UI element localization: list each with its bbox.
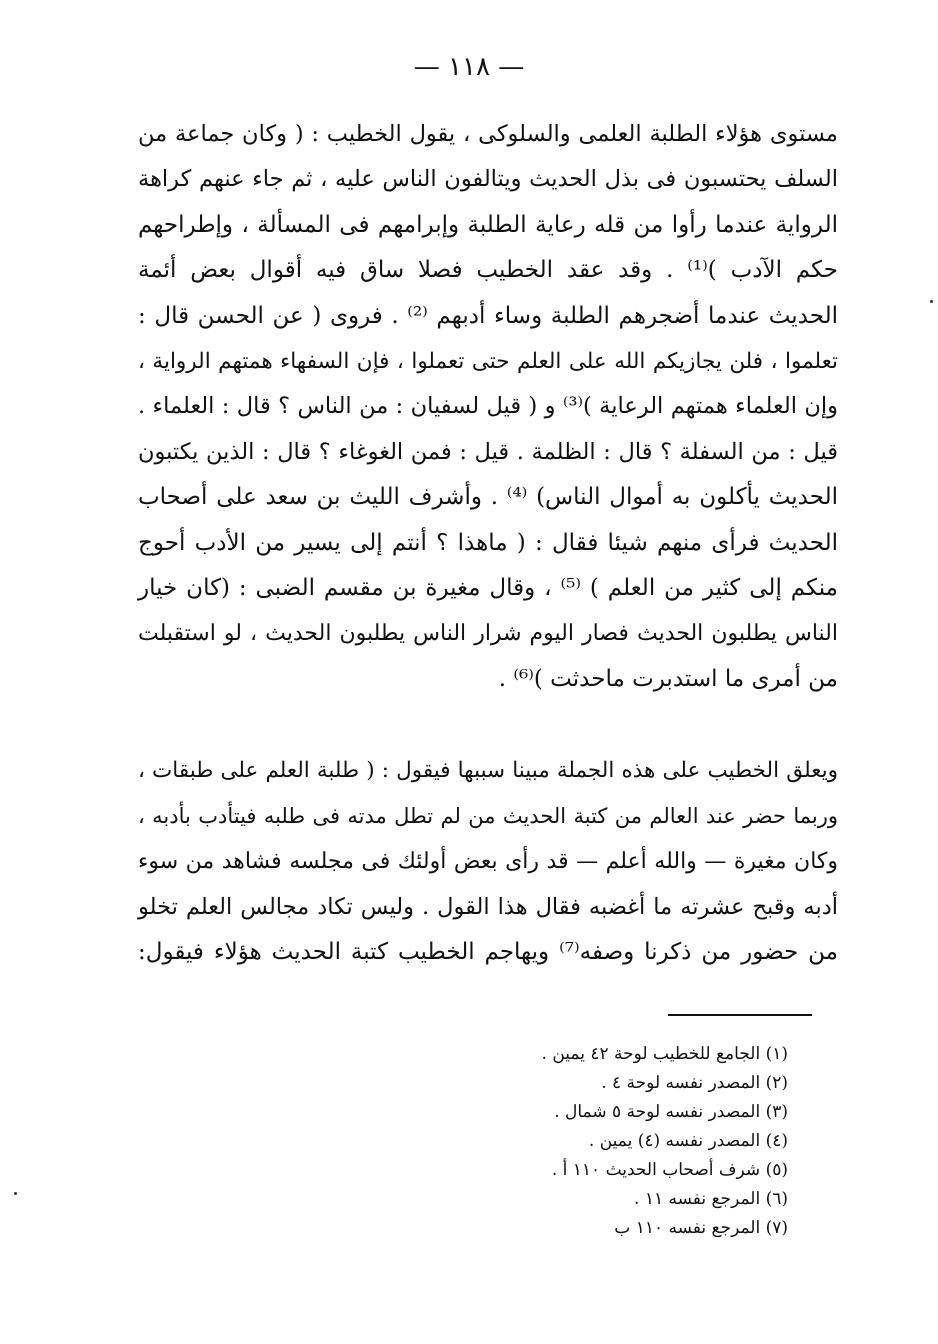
text-line: حكم الآدب )⁽¹⁾ . وقد عقد الخطيب فصلا ساق فيه أقوال بعض أئمة: [138, 257, 839, 284]
text-line: السلف يحتسبون فى بذل الحديث ويتالفون الناس عليه ، ثم جاء عنهم كراهة: [138, 166, 838, 193]
text-line: مستوى هؤلاء الطلبة العلمى والسلوكى ، يقول الخطيب : ( وكان جماعة من: [138, 121, 838, 147]
footnote: (٦) المرجع نفسه ١١ .: [634, 1189, 788, 1209]
text-line: وإن العلماء همتهم الرعاية )⁽³⁾ و ( قيل لسفيان : من الناس ؟ قال : العلماء .: [138, 393, 838, 420]
text-line: من أمرى ما استدبرت ماحدثت )⁽⁶⁾ .: [498, 665, 838, 692]
text-line: تعلموا ، فلن يجازيكم الله على العلم حتى تعملوا ، فإن السفهاء همتهم الرواية ،: [138, 349, 838, 375]
text-line: الحديث يأكلون به أموال الناس) ⁽⁴⁾ . وأشرف الليث بن سعد على أصحاب: [138, 484, 839, 511]
footnote: (٣) المصدر نفسه لوحة ٥ شمال .: [554, 1102, 788, 1122]
text-line: الحديث عندما أضجرهم الطلبة وساء أدبهم ⁽²⁾ . فروى ( عن الحسن قال :: [138, 302, 839, 329]
footnote: (٢) المصدر نفسه لوحة ٤ .: [601, 1073, 788, 1093]
text-line: ويعلق الخطيب على هذه الجملة مبينا سببها فيقول : ( طلبة العلم على طبقات ،: [138, 758, 838, 783]
text-line: منكم إلى كثير من العلم ) ⁽⁵⁾ ، وقال مغيرة بن مقسم الضبى : (كان خيار: [138, 575, 839, 602]
page-number: — ١١٨ —: [413, 52, 525, 82]
text-line: قيل : من السفلة ؟ قال : الظلمة . قيل : فمن الغوغاء ؟ قال : الذين يكتبون: [138, 438, 838, 465]
footnote: (٧) المرجع نفسه ١١٠ ب: [614, 1218, 788, 1238]
scan-speck: [930, 300, 933, 303]
paragraph-2: [138, 748, 838, 976]
footnote: (٥) شرف أصحاب الحديث ١١٠ أ .: [551, 1160, 788, 1180]
text-line: وكان مغيرة — والله أعلم — قد رأى بعض أولئك فى مجلسه فشاهد من سوء: [138, 849, 838, 875]
footnote: (١) الجامع للخطيب لوحة ٤٢ يمين .: [541, 1044, 788, 1064]
footnote-divider: [668, 1014, 812, 1016]
paragraph-1: [138, 112, 838, 702]
footnote: (٤) المصدر نفسه (٤) يمين .: [588, 1131, 788, 1151]
text-line: الناس يطلبون الحديث فصار اليوم شرار الناس يطلبون الحديث ، لو استقبلت: [138, 621, 838, 647]
text-line: الحديث فرأى منهم شيئا فقال : ( ماهذا ؟ أنتم إلى يسير من الأدب أحوج: [138, 529, 838, 556]
text-line: الرواية عندما رأوا من قله رعاية الطلبة وإبرامهم فى المسألة ، وإطراحهم: [138, 211, 838, 238]
text-line: وربما حضر عند العالم من كتبة الحديث من لم تطل مدته فى طلبه فيتأدب بأدبه ،: [138, 803, 838, 828]
text-line: من حضور من ذكرنا وصفه⁽⁷⁾ ويهاجم الخطيب كتبة الحديث هؤلاء فيقول:: [138, 939, 838, 966]
text-line: أدبه وقبح عشرته ما أغضبه فقال هذا القول . وليس تكاد مجالس العلم تخلو: [138, 893, 838, 920]
scan-speck: [14, 1192, 17, 1195]
footnotes: [468, 1040, 788, 1243]
